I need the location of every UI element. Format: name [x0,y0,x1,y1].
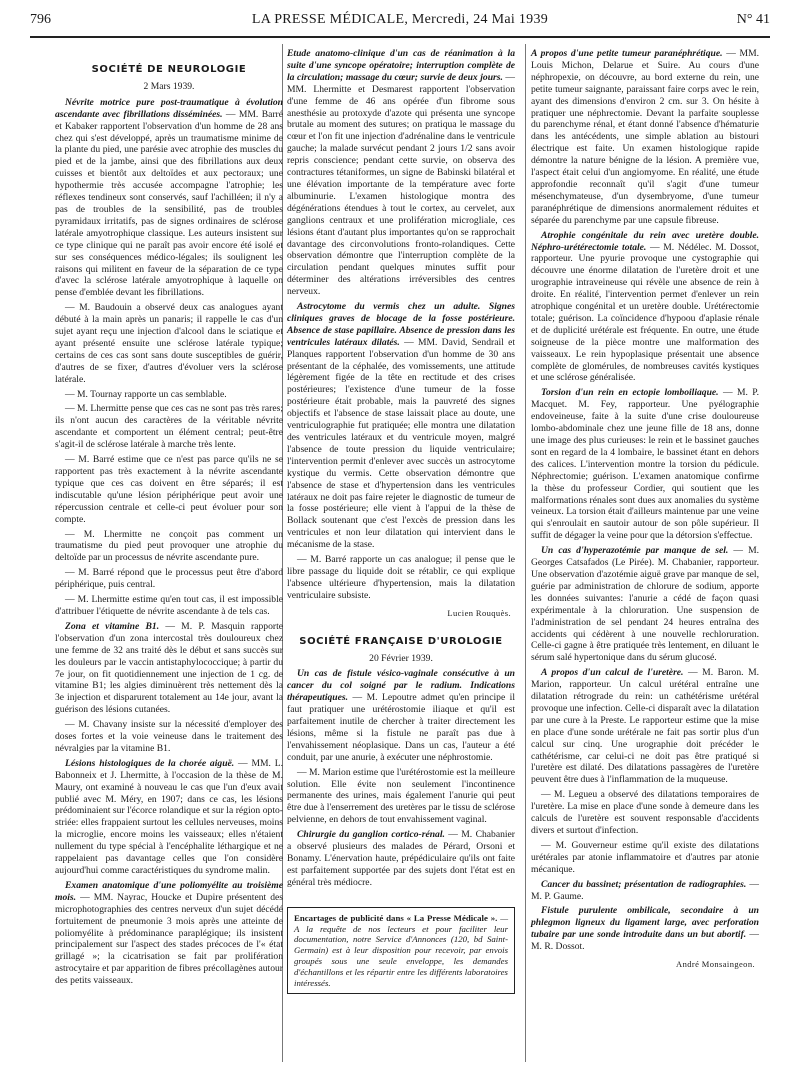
article-body: — M. Nédélec. M. Dossot, rapporteur. Une pyurie provoque une cystographie qui découvre une énorme dilatation de l'uretère droit et une urographie intraveineuse qui révèle une absence de rein à droite. En réalité, l'intervention permet d'enlever un rein atrophique congénital et un uretère double. Urétérectomie totale; guérison. La coïncidence d'hypoou d'aplasie rénale et de duplicité urétérale est fréquente. En outre, une étude soigneuse de la pièce montre une malformation des vaisseaux. Le rein hypoplasique présentait une absence complète de glomérules, de nombreuses cavités kystiques et une sclérose généralisée. [531,241,759,384]
article-paragraph: — M. Barré rapporte un cas analogue; il pense que le libre passage du liquide doit se rétablir, ce qui explique l'absence ultérieure d'hypertension, mais la dilatation ventriculaire subsiste. [287,554,515,601]
article-body: — MM. Barré et Kabaker rapportent l'observation d'un homme de 28 ans chez qui s'est développé, après un traumatisme minime de la plante du pied, une parésie avec atrophie des muscles du pied et de la jambe, ainsi que des fibrillations aux deux cuisses et bientôt aux deltoïdes et aux pectoraux; une hypothermie très accusée accompagne l'atrophie; les réflexes tendineux sont conservés, sauf l'achilléen; il n'y a pas de troubles de la sensibilité, pas de troubles pyramidaux irritatifs, pas de signes ordinaires de sclérose latérale amyotrophique classique. Les auteurs insistent sur ce type clinique qui ne paraît pas avoir encore été isolé et sur ses conséquences médico-légales; ils soulignent les raisons qui militent en faveur de la séparation de ce type d'avec la sclérose latérale amyotrophique à laquelle on pense d'emblée devant les fibrillations. [55,108,283,299]
article-paragraph [531,905,759,953]
article-title: Un cas de fistule vésico-vaginale consécutive à un cancer du col soigné par le radium. Indications thérapeutiques. [287,668,515,704]
article-paragraph [531,230,759,385]
article-paragraph [531,879,759,903]
article-paragraph [531,48,759,227]
article-paragraph [55,97,283,299]
article-title: Etude anatomo-clinique d'un cas de réanimation à la suite d'une syncope opératoire; interruption complète de la circulation; massage du cœur; survie de deux jours. [287,48,515,83]
article-paragraph [287,48,515,298]
article-body: — M. Lepoutre admet qu'en principe il faut pratiquer une urétérostomie iliaque et qu'il est parfaitement inutile de chercher à traiter directement les lésions, même si la fistule ne paraît pas due à l'envahissement néoplasique. Dans un cas, l'auteur a été conduit, par une anurie, à exécuter une néphrostomie. [287,692,515,763]
article-paragraph: — M. Lhermitte ne conçoit pas comment un traumatisme du pied peut provoquer une atrophie du deltoïde par un processus de névrite ascendante pure. [55,528,283,564]
article-paragraph: — M. Chavany insiste sur la nécessité d'employer des doses fortes et la voie veineuse dans le traitement des névralgies par la vitamine B1. [55,719,283,754]
article-body: — MM. L. Babonneix et J. Lhermitte, à l'occasion de la thèse de M. Maury, ont examiné à nouveau le cas que l'un d'eux avait publié avec M. Méry, en 1907; dans ce cas, les lésions prédominaient sur l'écorce rolandique et sur la région opto-striée: elles frappaient surtout les cellules nerveuses, moins la microglie, encore moins les vaisseaux; elles n'étaient nullement du type spécial à l'encéphalite léthargique et ne rappelaient pas davantage celles que l'on considère aujourd'hui comme caractéristiques du syndrome malin. [55,757,284,876]
article-body: — M. P. Macquet. M. Fey, rapporteur. Une pyélographie endoveineuse, faite à la suite d'une crise douloureuse lombo-abdominale chez une jeune fille de 18 ans, donne une image des plus curieuses: le rein et le bassinet gauches sont en regard de la 4 lombaire, le bassinet étant en dehors des calices. L'intervention montre la torsion du pédicule. Néphrectomie; guérison. L'examen anatomique confirme la thèse du professeur Cordier, qui soutient que les malformations rénales sont dues aux anomalies du système veineux. La torsion était d'ailleurs maintenue par une veine qui s'enroulait en sautoir autour de son pôle supérieur. Il suffit de dégager la veine pour que la détorsion s'effectue. [531,387,759,542]
article-title: Cancer du bassinet; présentation de radiographies. [541,878,747,890]
article-title: Lésions histologiques de la chorée aiguë. [65,757,235,769]
article-paragraph: — M. Barré répond que le processus peut être d'abord périphérique, puis central. [55,567,283,591]
article-paragraph [287,829,515,889]
article-title: Névrite motrice pure post-traumatique à évolution ascendante avec fibrillations disséminées. [55,96,283,120]
article-title: Torsion d'un rein en ectopie lomboiliaque. [541,387,719,399]
article-paragraph: — M. Marion estime que l'urétérostomie est la meilleure solution. Elle évite non seulement l'incontinence permanente des urines, mais également l'anurie qui peut être due à l'enserrement des uretères par le tissu de sclérose pelvienne, en dehors de tout envahissement vaginal. [287,766,515,826]
article-body: — M. P. Masquin rapporte l'observation d'un zona intercostal très douloureux chez une femme de 32 ans traité dès le début et sans succès sur les douleurs par le vaccin antistaphylococcique; à partir du 7e jour, on fit quotidiennement une injection de 1 cg. de vitamine B1; les algies diminuèrent très nettement dès la 3e injection et disparurent totalement au 14e jour, avant la guérison des lésions cutanées. [55,620,283,716]
article-body: — M. Baron. M. Marion, rapporteur. Un calcul urétéral entraîne une dilatation rétrograde du rein: un cathétérisme urétéral provoque une infection. Celle-ci disparaît avec la dilatation par une cure à la Preste. Le rapporteur estime que la mise en place d'une sonde urétérale ne fait pas sortir plus d'un calcul sur cinq. Une urographie doit précéder le cathétérisme, car celui-ci ne doit pas être pratiqué si l'uretère est dilaté. Des dilatations passagères de l'uretère peuvent être dues à l'inflammation de la muqueuse. [531,667,760,786]
article-body: — MM. Louis Michon, Delarue et Suire. Au cours d'une néphropexie, on découvre, au bord externe du rein, une petite tumeur saignante, paraissant faire corps avec le rein, ayant des dimensions d'environ 2 cm. sur 3. On hésite à pratiquer une néphrectomie. Devant la parfaite souplesse du parenchyme rénal, et étant donné l'absence d'hématurie dans les antécédents, une simple ablation au bistouri électrique est faite. Un examen histologique rapide démontre la nature bénigne de la lésion. A première vue, l'aspect était celui d'un angiomyome. En réalité, une étude approfondie reconnaît qu'il s'agit d'une tumeur mésenchymateuse, d'un dysembryome, d'une tumeur paranéphrétique de dimensions anormalement réduites et séparée du parenchyme par une capsule fibreuse. [531,48,759,226]
article-paragraph: — M. Gouverneur estime qu'il existe des dilatations urétérales par atonie inflammatoire et d'autres par atonie mécanique. [531,839,759,875]
article-title: Un cas d'hyperazotémie par manque de sel. [541,545,729,557]
header-rule [30,36,770,38]
journal-title: LA PRESSE MÉDICALE, Mercredi, 24 Mai 1939 [251,12,549,27]
article-paragraph [531,545,759,664]
page-number: 796 [30,12,51,27]
article-body: — MM. David, Sendrail et Planques rapportent l'observation d'un homme de 30 ans présentant de la céphalée, des vomissements, une attitude légèrement figée de la tête en rectitude et des crises postérieures; l'existence d'une tumeur de la fosse postérieure était probable, mais la pauvreté des signes objectifs et l'absence de stase laissait place au doute, une ventriculographie fut pratiquée; elle montra une dilatation des ventricules latéraux et du ventricule moyen, malgré l'absence de toute pression du liquide ventriculaire; l'intervention permit d'enlever avec succès un astrocytome kystique du vermis. Cette observation démontre que l'absence de stase et d'hypertension dans les ventricules latéraux ne doit pas faire rejeter le diagnostic de tumeur de la fosse postérieure; elle vient à l'appui de la thèse de Bollack soutenant que c'est l'excès de pression dans les ventricules et non leur dilatation qui intervient dans le mécanisme de la stase. [287,336,515,551]
section-date: 20 Février 1939. [369,652,433,664]
article-body: — M. Georges Catsafados (Le Pirée). M. Chabanier, rapporteur. Une observation d'azotémie aiguë grave par manque de sel, guérie par administration de chlorure de sodium, apporte les données suivantes: l'anurie a cédé de façon quasi expérimentale à la chloruration. Une suspension de l'administration de sel pendant 24 heures entraîna des accidents qui cédèrent à une nouvelle rechloruration. Celle-ci gagne à être pratiquée très lentement, en diluant le sérum salé hypertonique dans du sérum glucosé. [531,545,759,664]
author-signature: Lucien Rouquès. [447,607,511,618]
article-body: — MM. Nayrac, Houcke et Dupire présentent des microphotographies des centres nerveux d'un sujet décédé fortuitement de pneumonie 3 mois après une atteinte de poliomyélite à prédominance paraplégique; ils insistent principalement sur l'aspect des stades précoces de l'« état grillagé »; la cicatrisation se fait par prolifération astrocytaire et par apparition de fibres précollagènes autour des petits vaisseaux. [55,891,283,987]
section-title-urologie: SOCIÉTÉ FRANÇAISE D'UROLOGIE [299,635,503,647]
article-body: — M. Chabanier a observé plusieurs des malades de Pérard, Orsoni et Bonamy. L'énervation haute, prépédiculaire qu'ils ont faite est parfaitement supportée par des sujets dont l'état est en général très médiocre. [287,829,515,888]
advertising-notice-box [287,907,515,995]
column-divider-2 [525,44,526,1062]
article-title: Astrocytome du vermis chez un adulte. Signes cliniques graves de blocage de la fosse postérieure. Absence de stase papillaire. Absence de pression dans les ventricules latéraux dilatés. [287,301,515,348]
article-body: — MM. Lhermitte et Desmarest rapportent l'observation d'une femme de 46 ans opérée d'un fibrome sous anesthésie au protoxyde d'azote qui présenta une syncope brutale au moment des sutures; on pratiqua le massage du cœur et l'on fit une injection d'adrénaline dans le ventricule gauche; la malade survécut pendant 2 jours 1/2 sans avoir repris conscience; pendant cette survie, on observa des contractures tétaniformes, un signe de Babinski bilatéral et une élévation importante de la température avec forte albuminurie. L'examen histologique montra des dégénérations étendues à tout le cortex, au cervelet, aux ganglions centraux et une prolifération microgliale, ces lésions étant d'autant plus importantes qu'on se rapprochait davantage des circonvolutions fronto-rolandiques. Cette observation démontre que l'interruption complète de la circulation pendant quelques minutes suffit pour déterminer des altérations irréversibles des centres nerveux. [287,71,516,298]
column-2 [287,48,515,994]
article-paragraph [531,667,759,786]
article-title: Examen anatomique d'une poliomyélite au troisième mois. [55,879,283,903]
article-paragraph: — M. Lhermitte pense que ces cas ne sont pas très rares; ils n'ont aucun des caractères de la véritable névrite ascendante et comportent un élément central; peut-être s'agit-il de sclérose latérale à marche très lente. [55,403,283,451]
article-paragraph: — M. Barré estime que ce n'est pas parce qu'ils ne se rapportent pas très exactement à la névrite ascendante typique que ces cas doivent en être séparés; il est indiscutable qu'une lésion périphérique peut avoir une répercussion centrale et celle-ci peut évoluer pour son compte. [55,454,283,525]
article-title: Zona et vitamine B1. [65,620,160,632]
article-body: — M. P. Gaume. [531,878,759,902]
notice-heading: Encartages de publicité dans « La Presse Médicale ». [294,912,498,923]
section-date: 2 Mars 1939. [143,80,195,92]
author-signature: André Monsaingeon. [676,959,755,970]
article-paragraph [287,301,515,551]
article-paragraph [531,387,759,542]
article-paragraph: — M. Tournay rapporte un cas semblable. [65,388,227,400]
section-title-neurologie: SOCIÉTÉ DE NEUROLOGIE [91,64,247,75]
article-title: A propos d'une petite tumeur paranéphrétique. [531,48,723,59]
article-paragraph: — M. Legueu a observé des dilatations temporaires de l'uretère. La mise en place d'une sonde à demeure dans les calculs de l'uretère est souvent responsable d'accidents divers et surtout d'infection. [531,789,759,836]
article-title: Chirurgie du ganglion cortico-rénal. [297,829,445,841]
article-paragraph: — M. Lhermitte estime qu'en tout cas, il est impossible d'attribuer l'étiquette de névrite ascendante à de tels cas. [55,594,283,617]
article-paragraph [55,758,283,877]
notice-body: — A la requête de nos lecteurs et pour faciliter leur documentation, notre Service d'Annonces (120, bd Saint-Germain) est à leur disposition pour recevoir, par envois groupés sous une seule enveloppe, les demandes d'échantillons et les répartir entre les différents laboratoires intéressés. [294,912,509,988]
article-title: Atrophie congénitale du rein avec uretère double. Néphro-urétérectomie totale. [531,229,759,253]
page-header [30,12,770,38]
article-paragraph: — M. Baudouin a observé deux cas analogues ayant débuté à la main après un panaris; il rappelle le cas d'un sujet ayant reçu une injection d'alcool dans le sciatique et ayant présenté ensuite une sclérose latérale typique; certains de ces cas sont sans doute susceptibles de guérir, d'autres de se fixer, d'autres d'évoluer vers la sclérose latérale. [55,302,283,385]
column-3 [531,48,759,971]
article-body: — M. R. Dossot. [531,929,760,953]
article-paragraph [55,621,283,716]
article-paragraph [55,880,283,987]
article-title: Fistule purulente ombilicale, secondaire à un phlegmon ligneux du ligament large, avec perforation tubaire par une sonde introduite dans un but abortif. [531,905,759,941]
column-1 [55,48,283,990]
issue-number: N° 41 [736,12,770,27]
article-paragraph [287,668,515,763]
article-title: A propos d'un calcul de l'uretère. [541,667,684,679]
